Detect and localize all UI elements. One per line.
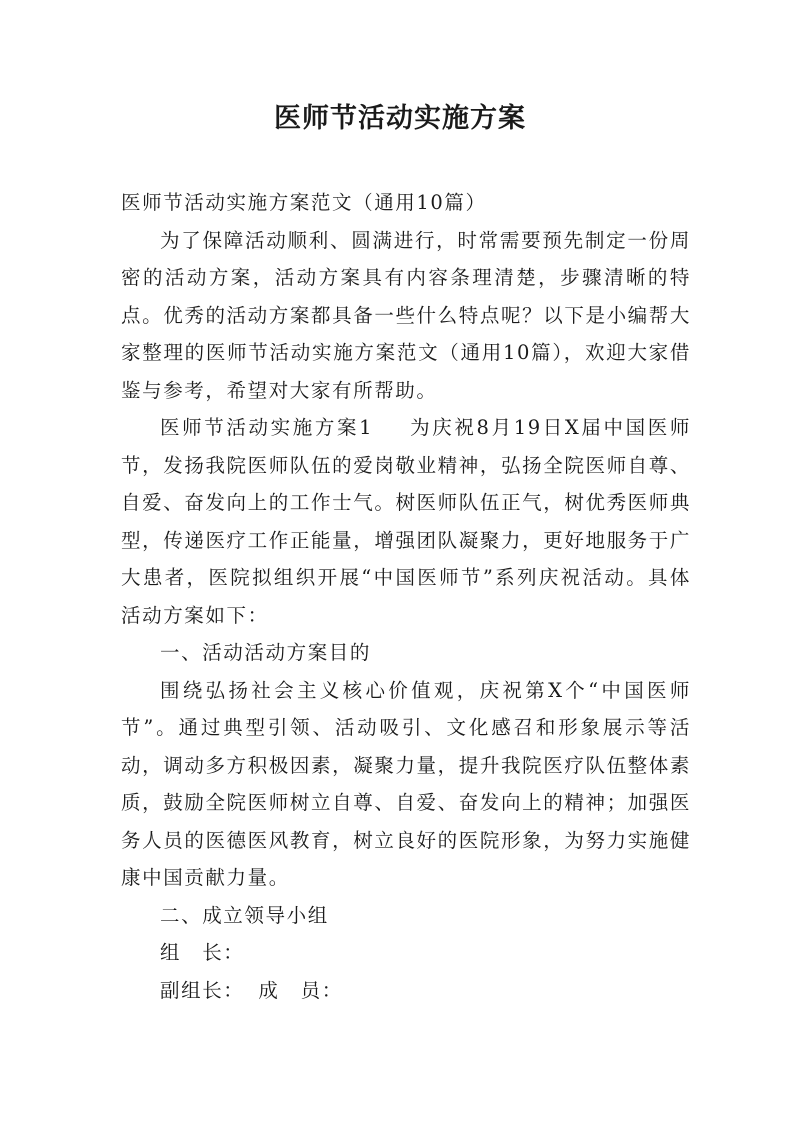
section2-heading: 二、成立领导小组 bbox=[160, 903, 329, 927]
section1-heading: 一、活动活动方案目的 bbox=[160, 641, 372, 664]
plan1-heading: 医师节活动实施方案1 bbox=[160, 416, 374, 439]
document-body bbox=[121, 184, 691, 1009]
plan1-body: 为庆祝8月19日X届中国医师节，发扬我院医师队伍的爱岗敬业精神，弘扬全院医师自尊、自爱、奋发向上的工作士气。树医师队伍正气，树优秀医师典型，传递医疗工作正能量，增强团队凝聚力，更好地服务于广大患者，医院拟组织开展“中国医师节”系列庆祝活动。具体活动方案如下： bbox=[121, 416, 691, 627]
deputy-label: 副组长： bbox=[160, 978, 245, 1002]
document-title: 医师节活动实施方案 bbox=[274, 103, 526, 134]
plan1-paragraph bbox=[121, 409, 691, 634]
intro-paragraph: 为了保障活动顺利、圆满进行，时常需要预先制定一份周密的活动方案，活动方案具有内容条理清楚，步骤清晰的特点。优秀的活动方案都具备一些什么特点呢？以下是小编帮大家整理的医师节活动实施方案范文（通用10篇），欢迎大家借鉴与参考，希望对大家有所帮助。 bbox=[121, 228, 691, 402]
member-label: 成 员： bbox=[258, 978, 343, 1002]
leader-row bbox=[121, 934, 691, 972]
leader-label: 组 长： bbox=[160, 941, 245, 964]
document-subtitle: 医师节活动实施方案范文（通用10篇） bbox=[121, 191, 487, 214]
section1-paragraph: 围绕弘扬社会主义核心价值观，庆祝第X个“中国医师节”。通过典型引领、活动吸引、文化感召和形象展示等活动，调动多方积极因素，凝聚力量，提升我院医疗队伍整体素质，鼓励全院医师树立自尊、自爱、奋发向上的精神；加强医务人员的医德医风教育，树立良好的医院形象，为努力实施健康中国贡献力量。 bbox=[121, 678, 691, 889]
deputy-member-row bbox=[121, 972, 691, 1010]
